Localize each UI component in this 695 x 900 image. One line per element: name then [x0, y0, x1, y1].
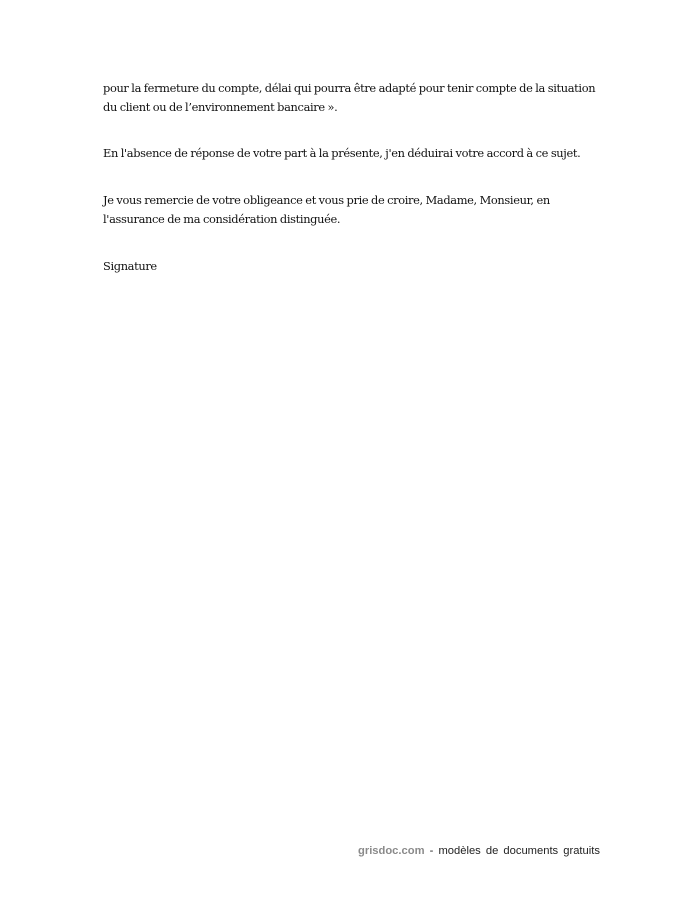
paragraph-closing-formula: [103, 191, 603, 229]
text-line: Je vous remercie de votre obligeance et vous prie de croire, Madame, Monsieur, en: [103, 193, 550, 207]
footer-tagline: - modèles de documents gratuits: [424, 845, 600, 857]
footer: [358, 845, 600, 857]
paragraph-closing-delay: [103, 79, 603, 117]
signature-label: Signature: [103, 259, 157, 273]
text-line: En l'absence de réponse de votre part à la présente, j'en déduirai votre accord à ce sujet.: [103, 146, 581, 160]
paragraph-absence-response: [103, 144, 603, 163]
footer-brand-link[interactable]: grisdoc.com: [358, 845, 425, 857]
text-line: du client ou de l’environnement bancaire ».: [103, 100, 338, 114]
signature-line: [103, 257, 603, 276]
text-line: pour la fermeture du compte, délai qui pourra être adapté pour tenir compte de la situation: [103, 81, 596, 95]
text-line: l'assurance de ma considération distinguée.: [103, 212, 341, 226]
